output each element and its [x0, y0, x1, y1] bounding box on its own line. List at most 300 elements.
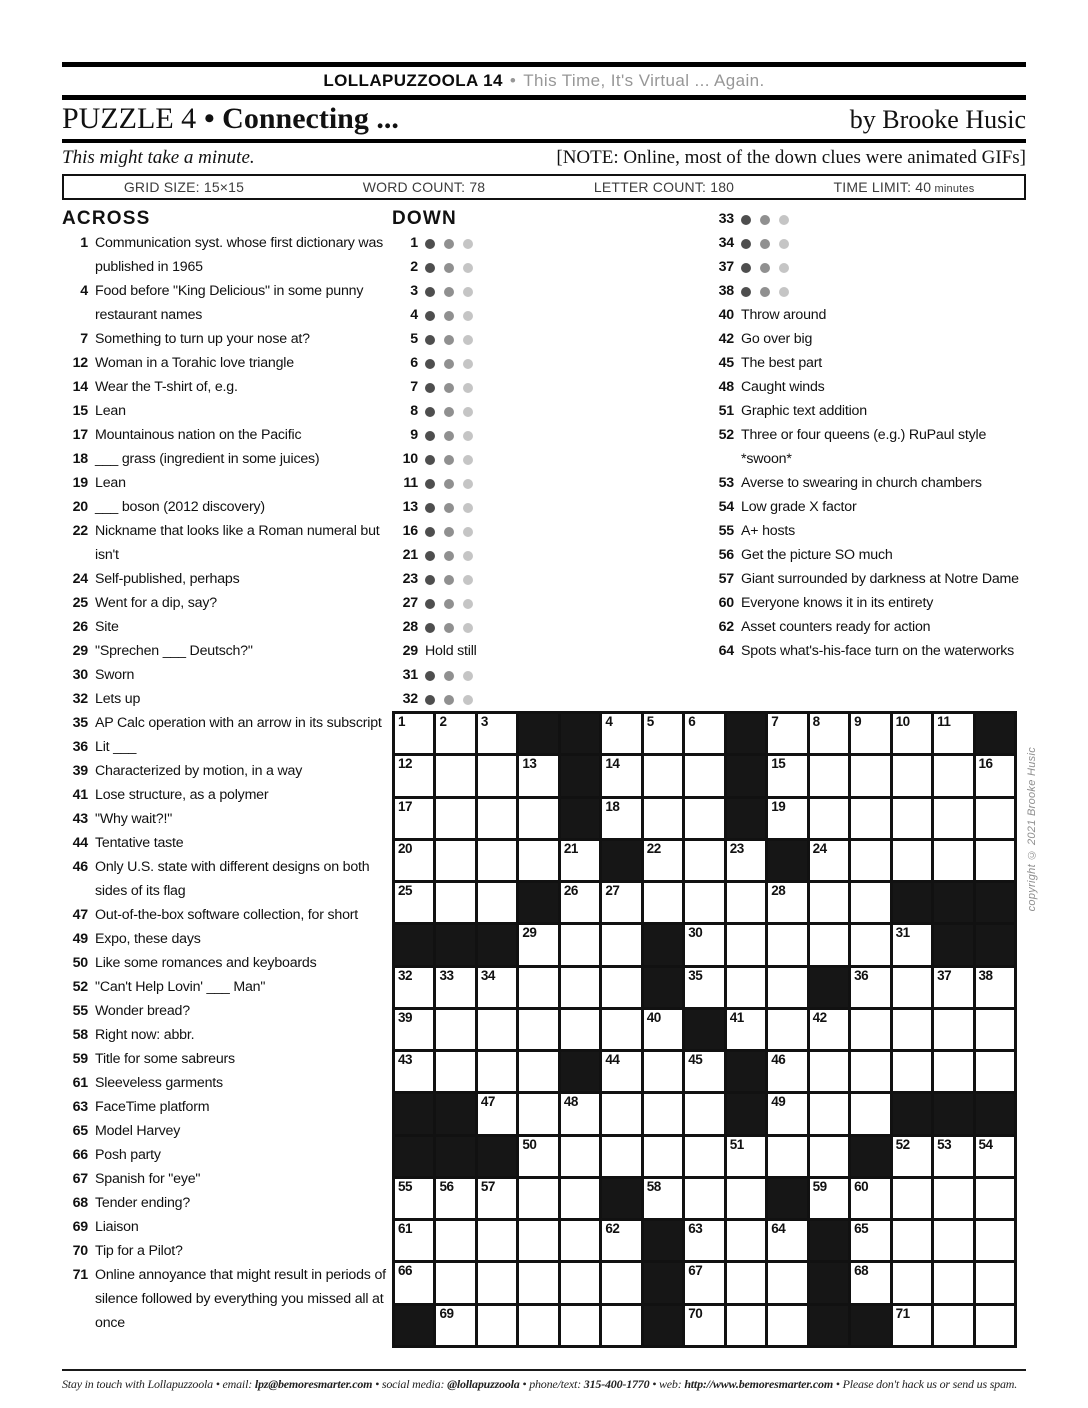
- grid-cell[interactable]: [395, 714, 433, 753]
- grid-cell[interactable]: [851, 756, 889, 795]
- grid-cell[interactable]: [893, 925, 931, 964]
- grid-cell[interactable]: [893, 1263, 931, 1302]
- grid-cell[interactable]: [934, 1010, 972, 1049]
- grid-cell-number: 25: [398, 883, 413, 899]
- grid-black-cell: [934, 1094, 972, 1133]
- grid-cell[interactable]: [519, 1052, 557, 1091]
- grid-cell[interactable]: [436, 799, 474, 838]
- grid-cell[interactable]: [602, 799, 640, 838]
- grid-cell[interactable]: [519, 1094, 557, 1133]
- grid-cell[interactable]: [893, 1221, 931, 1260]
- grid-cell[interactable]: [644, 883, 682, 922]
- gif-dot-icon: [444, 287, 454, 297]
- clue-number: 49: [72, 931, 88, 947]
- grid-cell[interactable]: [851, 968, 889, 1007]
- clue-text: Nickname that looks like a Roman numeral but isn't: [95, 523, 380, 563]
- grid-cell[interactable]: [602, 1263, 640, 1302]
- gif-dot-icon: [779, 287, 789, 297]
- grid-cell[interactable]: [602, 1137, 640, 1176]
- grid-cell[interactable]: [644, 841, 682, 880]
- grid-cell[interactable]: [976, 1221, 1014, 1260]
- animated-gif-dots: [741, 255, 789, 279]
- grid-cell[interactable]: [685, 925, 723, 964]
- grid-cell[interactable]: [851, 714, 889, 753]
- clue-number: 16: [402, 523, 418, 539]
- grid-cell[interactable]: [810, 1137, 848, 1176]
- clue-row: [62, 783, 392, 807]
- grid-cell-number: 50: [522, 1136, 537, 1152]
- grid-cell[interactable]: [644, 1094, 682, 1133]
- clue-number: 42: [718, 331, 734, 347]
- clue-text: Out-of-the-box software collection, for short: [95, 907, 359, 923]
- grid-black-cell: [768, 1179, 806, 1218]
- grid-cell[interactable]: [934, 714, 972, 753]
- grid-cell[interactable]: [768, 714, 806, 753]
- clue-row: [708, 639, 1026, 663]
- info-value: 40: [915, 179, 932, 195]
- grid-cell[interactable]: [519, 1010, 557, 1049]
- grid-cell[interactable]: [519, 925, 557, 964]
- clue-number: 19: [72, 475, 88, 491]
- grid-cell[interactable]: [768, 1306, 806, 1345]
- grid-cell[interactable]: [519, 799, 557, 838]
- clue-number: 1: [410, 235, 418, 251]
- animated-gif-dots: [425, 663, 473, 687]
- grid-cell[interactable]: [727, 1137, 765, 1176]
- grid-cell[interactable]: [644, 1179, 682, 1218]
- grid-cell[interactable]: [395, 756, 433, 795]
- grid-cell[interactable]: [602, 1221, 640, 1260]
- gif-dot-icon: [425, 551, 435, 561]
- grid-cell[interactable]: [934, 1306, 972, 1345]
- grid-cell[interactable]: [478, 1179, 516, 1218]
- grid-cell[interactable]: [478, 968, 516, 1007]
- grid-cell[interactable]: [561, 883, 599, 922]
- grid-cell[interactable]: [395, 799, 433, 838]
- grid-cell[interactable]: [810, 883, 848, 922]
- grid-black-cell: [395, 925, 433, 964]
- clue-row: [62, 519, 392, 567]
- clue-text: Online annoyance that might result in periods of silence followed by everything you missed all at once: [95, 1267, 386, 1331]
- grid-cell[interactable]: [685, 1221, 723, 1260]
- grid-cell[interactable]: [976, 1263, 1014, 1302]
- grid-cell[interactable]: [685, 1179, 723, 1218]
- hint-note: This might take a minute.: [62, 147, 255, 168]
- grid-cell[interactable]: [893, 714, 931, 753]
- clue-text: Self-published, perhaps: [95, 571, 240, 587]
- grid-cell[interactable]: [395, 841, 433, 880]
- clue-row: [392, 495, 708, 519]
- grid-cell[interactable]: [602, 756, 640, 795]
- grid-cell[interactable]: [768, 1094, 806, 1133]
- grid-cell[interactable]: [893, 799, 931, 838]
- grid-cell[interactable]: [810, 1052, 848, 1091]
- clue-number: 9: [410, 427, 418, 443]
- grid-cell[interactable]: [602, 883, 640, 922]
- grid-cell[interactable]: [602, 1094, 640, 1133]
- clue-text: Averse to swearing in church chambers: [741, 475, 982, 491]
- grid-cell[interactable]: [893, 1179, 931, 1218]
- grid-black-cell: [478, 1137, 516, 1176]
- grid-cell[interactable]: [810, 841, 848, 880]
- grid-black-cell: [976, 714, 1014, 753]
- grid-cell[interactable]: [768, 925, 806, 964]
- clue-number: 24: [72, 571, 88, 587]
- grid-cell[interactable]: [519, 1221, 557, 1260]
- footer: [62, 1369, 1026, 1392]
- footer-text: Stay in touch with Lollapuzzoola • email:: [62, 1377, 255, 1391]
- grid-cell-number: 1: [398, 714, 406, 729]
- grid-cell[interactable]: [934, 1221, 972, 1260]
- clue-row: [708, 423, 1026, 471]
- grid-cell[interactable]: [851, 1010, 889, 1049]
- grid-cell-number: 34: [480, 967, 495, 983]
- gif-dot-icon: [425, 671, 435, 681]
- grid-cell-number: 28: [771, 883, 786, 899]
- grid-cell-number: 19: [771, 798, 786, 814]
- grid-cell[interactable]: [768, 968, 806, 1007]
- grid-cell[interactable]: [436, 756, 474, 795]
- gif-dot-icon: [425, 311, 435, 321]
- grid-cell[interactable]: [727, 968, 765, 1007]
- grid-cell[interactable]: [478, 1306, 516, 1345]
- grid-cell[interactable]: [893, 1306, 931, 1345]
- grid-cell[interactable]: [934, 841, 972, 880]
- grid-cell[interactable]: [602, 1306, 640, 1345]
- gif-dot-icon: [463, 623, 473, 633]
- grid-cell-number: 65: [854, 1221, 869, 1237]
- grid-cell[interactable]: [561, 1094, 599, 1133]
- grid-cell[interactable]: [685, 1263, 723, 1302]
- grid-cell[interactable]: [478, 883, 516, 922]
- clue-number: 10: [402, 451, 418, 467]
- grid-cell[interactable]: [395, 1179, 433, 1218]
- clue-row: [62, 1095, 392, 1119]
- grid-cell[interactable]: [976, 968, 1014, 1007]
- gif-dot-icon: [463, 407, 473, 417]
- grid-cell[interactable]: [934, 968, 972, 1007]
- clue-number: 14: [72, 379, 88, 395]
- clue-number: 2: [410, 259, 418, 275]
- clue-row: [708, 279, 1026, 303]
- grid-cell-number: 42: [812, 1009, 827, 1025]
- grid-cell[interactable]: [976, 1137, 1014, 1176]
- grid-cell[interactable]: [934, 799, 972, 838]
- grid-cell[interactable]: [561, 1179, 599, 1218]
- grid-cell-number: 70: [688, 1305, 703, 1321]
- grid-cell[interactable]: [519, 756, 557, 795]
- clue-text: Asset counters ready for action: [741, 619, 931, 635]
- grid-cell[interactable]: [644, 1137, 682, 1176]
- grid-cell[interactable]: [851, 925, 889, 964]
- grid-cell[interactable]: [893, 1137, 931, 1176]
- grid-cell[interactable]: [561, 1010, 599, 1049]
- grid-cell[interactable]: [727, 841, 765, 880]
- gif-dot-icon: [425, 527, 435, 537]
- animated-gif-dots: [425, 591, 473, 615]
- clue-number: 39: [72, 763, 88, 779]
- grid-cell[interactable]: [727, 1263, 765, 1302]
- animated-gif-dots: [741, 279, 789, 303]
- clue-row: [62, 471, 392, 495]
- clue-row: [392, 519, 708, 543]
- grid-cell[interactable]: [851, 1179, 889, 1218]
- grid-cell[interactable]: [395, 1221, 433, 1260]
- grid-cell[interactable]: [519, 1263, 557, 1302]
- clue-row: [62, 831, 392, 855]
- grid-cell[interactable]: [727, 1306, 765, 1345]
- grid-cell[interactable]: [478, 1094, 516, 1133]
- clue-text: Sworn: [95, 667, 135, 683]
- clue-row: [62, 399, 392, 423]
- clue-text: A+ hosts: [741, 523, 796, 539]
- grid-cell[interactable]: [934, 1179, 972, 1218]
- clue-row: [62, 999, 392, 1023]
- grid-cell[interactable]: [768, 1221, 806, 1260]
- grid-cell-number: 55: [398, 1178, 413, 1194]
- grid-cell-number: 63: [688, 1221, 703, 1237]
- clue-text: AP Calc operation with an arrow in its subscript: [95, 715, 382, 731]
- grid-cell[interactable]: [436, 1306, 474, 1345]
- grid-cell[interactable]: [561, 1306, 599, 1345]
- grid-cell[interactable]: [395, 883, 433, 922]
- grid-cell[interactable]: [727, 1179, 765, 1218]
- clue-number: 43: [72, 811, 88, 827]
- grid-cell[interactable]: [561, 1221, 599, 1260]
- grid-cell[interactable]: [478, 841, 516, 880]
- grid-cell[interactable]: [644, 756, 682, 795]
- grid-cell[interactable]: [395, 1263, 433, 1302]
- grid-cell[interactable]: [685, 799, 723, 838]
- grid-black-cell: [561, 1052, 599, 1091]
- grid-cell[interactable]: [727, 1010, 765, 1049]
- grid-cell[interactable]: [685, 1052, 723, 1091]
- grid-cell[interactable]: [810, 756, 848, 795]
- footer-text: • social media:: [372, 1377, 448, 1391]
- gif-dot-icon: [779, 239, 789, 249]
- grid-cell[interactable]: [768, 1052, 806, 1091]
- grid-cell[interactable]: [478, 714, 516, 753]
- grid-cell[interactable]: [976, 1306, 1014, 1345]
- grid-cell[interactable]: [727, 925, 765, 964]
- grid-cell[interactable]: [893, 756, 931, 795]
- clue-row: [62, 1263, 392, 1335]
- grid-cell[interactable]: [478, 756, 516, 795]
- clue-row: [708, 327, 1026, 351]
- grid-cell[interactable]: [436, 1052, 474, 1091]
- grid-cell[interactable]: [893, 841, 931, 880]
- grid-cell[interactable]: [644, 714, 682, 753]
- across-header: ACROSS: [62, 208, 151, 229]
- grid-cell[interactable]: [478, 1010, 516, 1049]
- gif-dot-icon: [444, 383, 454, 393]
- grid-cell[interactable]: [685, 756, 723, 795]
- clue-text: Title for some sabreurs: [95, 1051, 235, 1067]
- grid-cell[interactable]: [602, 714, 640, 753]
- gif-dot-icon: [444, 671, 454, 681]
- grid-cell[interactable]: [851, 799, 889, 838]
- grid-cell[interactable]: [810, 1179, 848, 1218]
- grid-cell[interactable]: [561, 841, 599, 880]
- byline: by Brooke Husic: [849, 105, 1026, 134]
- grid-cell[interactable]: [893, 1010, 931, 1049]
- grid-cell[interactable]: [561, 968, 599, 1007]
- grid-cell-number: 32: [398, 967, 413, 983]
- grid-black-cell: [727, 714, 765, 753]
- grid-black-cell: [934, 925, 972, 964]
- grid-cell[interactable]: [934, 1137, 972, 1176]
- grid-cell[interactable]: [810, 799, 848, 838]
- grid-cell[interactable]: [810, 1094, 848, 1133]
- clue-number: 36: [72, 739, 88, 755]
- grid-cell-number: 30: [688, 925, 703, 941]
- grid-cell[interactable]: [436, 883, 474, 922]
- grid-black-cell: [727, 756, 765, 795]
- grid-cell[interactable]: [976, 1179, 1014, 1218]
- clue-number: 7: [410, 379, 418, 395]
- grid-cell[interactable]: [602, 968, 640, 1007]
- grid-cell[interactable]: [644, 799, 682, 838]
- grid-cell[interactable]: [436, 1010, 474, 1049]
- grid-cell[interactable]: [395, 1052, 433, 1091]
- info-item: [784, 179, 1024, 195]
- animated-gif-dots: [425, 399, 473, 423]
- grid-cell[interactable]: [519, 841, 557, 880]
- footer-text: • phone/text:: [519, 1377, 584, 1391]
- grid-cell[interactable]: [851, 1221, 889, 1260]
- grid-cell[interactable]: [602, 1010, 640, 1049]
- grid-black-cell: [851, 1306, 889, 1345]
- grid-black-cell: [893, 1094, 931, 1133]
- grid-cell[interactable]: [768, 1137, 806, 1176]
- grid-cell-number: 51: [729, 1136, 744, 1152]
- grid-cell[interactable]: [727, 1221, 765, 1260]
- clue-number: 22: [72, 523, 88, 539]
- grid-cell[interactable]: [976, 799, 1014, 838]
- grid-cell[interactable]: [561, 1263, 599, 1302]
- clue-row: [62, 591, 392, 615]
- grid-black-cell: [561, 756, 599, 795]
- clue-number: 52: [72, 979, 88, 995]
- grid-cell[interactable]: [478, 1263, 516, 1302]
- grid-cell-number: 46: [771, 1052, 786, 1068]
- grid-cell[interactable]: [768, 1263, 806, 1302]
- clue-row: [62, 975, 392, 999]
- grid-cell[interactable]: [436, 1221, 474, 1260]
- grid-cell[interactable]: [395, 1010, 433, 1049]
- clue-text: Expo, these days: [95, 931, 201, 947]
- banner-separator: •: [509, 71, 517, 90]
- grid-cell[interactable]: [685, 968, 723, 1007]
- grid-cell[interactable]: [519, 1137, 557, 1176]
- grid-cell[interactable]: [478, 1052, 516, 1091]
- clue-row: [392, 423, 708, 447]
- gif-dot-icon: [425, 503, 435, 513]
- grid-cell[interactable]: [395, 968, 433, 1007]
- grid-cell[interactable]: [561, 925, 599, 964]
- grid-cell[interactable]: [893, 1052, 931, 1091]
- gif-dot-icon: [444, 623, 454, 633]
- grid-cell[interactable]: [519, 968, 557, 1007]
- event-name: LOLLAPUZZOOLA 14: [323, 71, 503, 90]
- grid-cell[interactable]: [436, 714, 474, 753]
- grid-cell[interactable]: [602, 1052, 640, 1091]
- grid-cell[interactable]: [685, 1306, 723, 1345]
- grid-cell-number: 21: [563, 840, 578, 856]
- grid-cell[interactable]: [976, 1052, 1014, 1091]
- info-label: TIME LIMIT:: [833, 179, 916, 195]
- grid-cell[interactable]: [810, 925, 848, 964]
- grid-cell[interactable]: [810, 1010, 848, 1049]
- clue-text: Lets up: [95, 691, 141, 707]
- animated-gif-dots: [741, 207, 789, 231]
- grid-cell[interactable]: [519, 1179, 557, 1218]
- clue-row: [708, 207, 1026, 231]
- grid-cell[interactable]: [851, 883, 889, 922]
- grid-cell[interactable]: [478, 799, 516, 838]
- grid-cell[interactable]: [976, 1010, 1014, 1049]
- grid-cell[interactable]: [685, 841, 723, 880]
- gif-dot-icon: [425, 431, 435, 441]
- grid-cell[interactable]: [934, 1052, 972, 1091]
- grid-cell[interactable]: [893, 968, 931, 1007]
- grid-cell[interactable]: [851, 1263, 889, 1302]
- grid-cell[interactable]: [685, 883, 723, 922]
- grid-cell[interactable]: [602, 925, 640, 964]
- grid-cell[interactable]: [727, 883, 765, 922]
- grid-cell[interactable]: [768, 799, 806, 838]
- grid-cell[interactable]: [436, 1179, 474, 1218]
- grid-cell[interactable]: [685, 1137, 723, 1176]
- grid-cell[interactable]: [478, 1221, 516, 1260]
- grid-cell[interactable]: [976, 841, 1014, 880]
- grid-cell[interactable]: [436, 841, 474, 880]
- clue-number: 7: [80, 331, 88, 347]
- grid-cell[interactable]: [644, 1052, 682, 1091]
- grid-cell[interactable]: [436, 1263, 474, 1302]
- animated-gif-dots: [425, 495, 473, 519]
- grid-cell[interactable]: [976, 756, 1014, 795]
- grid-cell[interactable]: [851, 841, 889, 880]
- grid-cell[interactable]: [519, 1306, 557, 1345]
- gif-dot-icon: [463, 695, 473, 705]
- across-clue-list: [62, 231, 392, 1335]
- grid-cell[interactable]: [810, 714, 848, 753]
- grid-cell[interactable]: [685, 1094, 723, 1133]
- grid-cell[interactable]: [934, 1263, 972, 1302]
- clue-number: 48: [718, 379, 734, 395]
- info-label: LETTER COUNT:: [593, 179, 711, 195]
- grid-cell[interactable]: [768, 883, 806, 922]
- grid-cell[interactable]: [561, 1137, 599, 1176]
- clue-text: Three or four queens (e.g.) RuPaul style *swoon*: [741, 427, 987, 467]
- clue-text: Everyone knows it in its entirety: [741, 595, 934, 611]
- gif-dot-icon: [463, 551, 473, 561]
- grid-cell[interactable]: [934, 756, 972, 795]
- grid-cell[interactable]: [685, 714, 723, 753]
- clue-row: [392, 663, 708, 687]
- grid-cell-number: 15: [771, 756, 786, 772]
- clue-row: [392, 303, 708, 327]
- grid-cell[interactable]: [644, 1010, 682, 1049]
- grid-cell[interactable]: [768, 756, 806, 795]
- grid-cell[interactable]: [436, 968, 474, 1007]
- grid-cell[interactable]: [768, 1010, 806, 1049]
- grid-cell[interactable]: [851, 1052, 889, 1091]
- clue-row: [62, 951, 392, 975]
- grid-cell[interactable]: [851, 1094, 889, 1133]
- clue-number: 41: [72, 787, 88, 803]
